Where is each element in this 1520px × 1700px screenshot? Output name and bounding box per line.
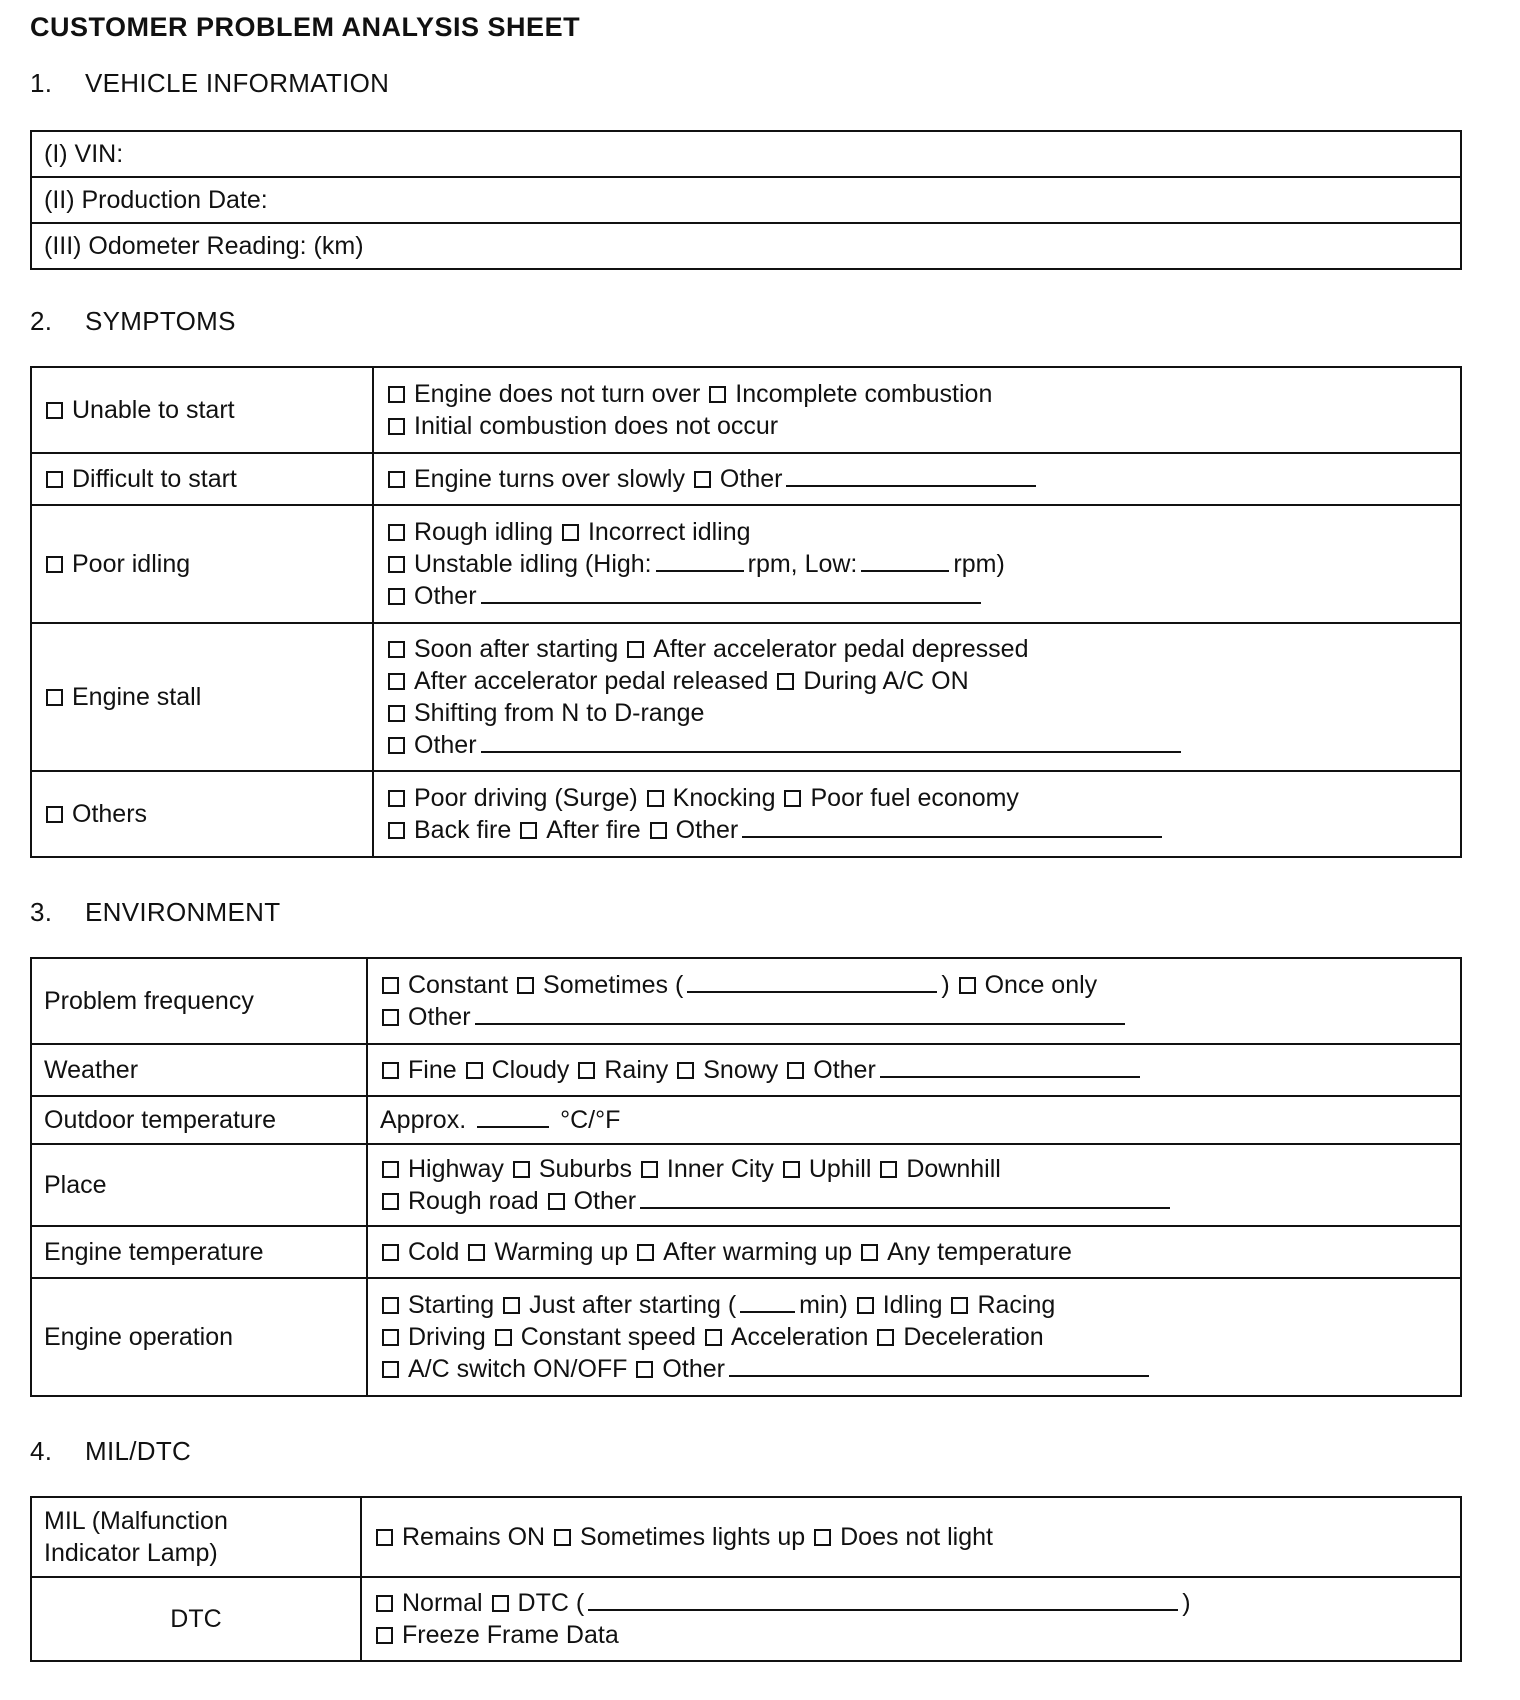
- blank-line[interactable]: [742, 814, 1162, 838]
- checkbox[interactable]: [468, 1244, 485, 1261]
- blank-line[interactable]: [588, 1587, 1178, 1611]
- checkbox[interactable]: [382, 1361, 399, 1378]
- checkbox[interactable]: [650, 822, 667, 839]
- option-label: Rainy: [604, 1056, 669, 1084]
- checkbox[interactable]: [382, 1062, 399, 1079]
- mil-dtc-table: [30, 1496, 1462, 1662]
- option-label: After accelerator pedal released: [414, 667, 769, 695]
- option-label: Uphill: [808, 1155, 872, 1183]
- option-label: Other: [414, 582, 477, 610]
- checkbox[interactable]: [951, 1297, 968, 1314]
- checkbox[interactable]: [388, 822, 405, 839]
- checkbox[interactable]: [46, 556, 63, 573]
- section-number: 3.: [30, 897, 53, 927]
- symptom-options: [373, 623, 1461, 771]
- checkbox[interactable]: [46, 402, 63, 419]
- option-label: Constant speed: [520, 1323, 696, 1351]
- checkbox[interactable]: [388, 556, 405, 573]
- checkbox[interactable]: [495, 1329, 512, 1346]
- section-heading: SYMPTOMS: [85, 306, 236, 336]
- section-mil-dtc: [30, 1436, 191, 1467]
- option-label: Just after starting (: [529, 1291, 737, 1319]
- checkbox[interactable]: [694, 471, 711, 488]
- option-label: After warming up: [663, 1238, 853, 1266]
- checkbox[interactable]: [647, 790, 664, 807]
- checkbox[interactable]: [388, 418, 405, 435]
- option-label: During A/C ON: [803, 667, 969, 695]
- blank-line[interactable]: [786, 463, 1036, 487]
- env-weather: [31, 1044, 367, 1096]
- row-label: Engine temperature: [44, 1238, 264, 1266]
- env-problem-frequency: [31, 958, 367, 1044]
- option-label: Starting: [408, 1291, 495, 1319]
- row-label: Outdoor temperature: [44, 1106, 277, 1134]
- mil-label-cell: [31, 1497, 361, 1577]
- option-label: Other: [813, 1056, 876, 1084]
- checkbox[interactable]: [814, 1529, 831, 1546]
- checkbox[interactable]: [466, 1062, 483, 1079]
- checkbox[interactable]: [46, 806, 63, 823]
- env-options: [367, 1044, 1461, 1096]
- checkbox[interactable]: [388, 386, 405, 403]
- checkbox[interactable]: [492, 1595, 509, 1612]
- option-label: Does not light: [840, 1523, 993, 1551]
- section-number: 2.: [30, 306, 53, 336]
- blank-line[interactable]: [729, 1353, 1149, 1377]
- option-label: Cold: [408, 1238, 460, 1266]
- symptom-poor-idling: [31, 505, 373, 623]
- option-label: Highway: [408, 1155, 504, 1183]
- checkbox[interactable]: [636, 1361, 653, 1378]
- checkbox[interactable]: [388, 673, 405, 690]
- checkbox[interactable]: [787, 1062, 804, 1079]
- vehicle-info-table: [30, 130, 1462, 270]
- option-label: Other: [662, 1355, 725, 1383]
- checkbox[interactable]: [503, 1297, 520, 1314]
- symptom-label: Difficult to start: [72, 465, 237, 493]
- option-label: Sometimes lights up: [580, 1523, 806, 1551]
- checkbox[interactable]: [382, 1244, 399, 1261]
- env-options: [367, 1226, 1461, 1278]
- blank-line[interactable]: [880, 1054, 1140, 1078]
- option-label: °C/°F: [560, 1106, 621, 1134]
- symptoms-table: [30, 366, 1462, 858]
- symptom-label: Others: [72, 800, 148, 828]
- option-label: Other: [573, 1187, 637, 1215]
- option-label: Cloudy: [491, 1056, 570, 1084]
- checkbox[interactable]: [382, 1329, 399, 1346]
- option-label: Acceleration: [730, 1323, 869, 1351]
- checkbox[interactable]: [388, 471, 405, 488]
- option-label: rpm): [953, 550, 1005, 578]
- option-label: Rough idling: [414, 518, 553, 546]
- checkbox[interactable]: [382, 1297, 399, 1314]
- symptom-options: [373, 453, 1461, 505]
- checkbox[interactable]: [376, 1595, 393, 1612]
- symptom-difficult-to-start: [31, 453, 373, 505]
- env-engine-temperature: [31, 1226, 367, 1278]
- option-label: Idling: [882, 1291, 943, 1319]
- checkbox[interactable]: [382, 1161, 399, 1178]
- checkbox[interactable]: [709, 386, 726, 403]
- checkbox[interactable]: [784, 790, 801, 807]
- symptom-label: Unable to start: [72, 396, 235, 424]
- option-label: Knocking: [672, 784, 776, 812]
- option-label: Suburbs: [538, 1155, 632, 1183]
- option-label: Rough road: [408, 1187, 539, 1215]
- vin-field[interactable]: [31, 131, 1461, 177]
- option-label: Any temperature: [887, 1238, 1072, 1266]
- checkbox[interactable]: [627, 641, 644, 658]
- env-options: [367, 1144, 1461, 1226]
- checkbox[interactable]: [554, 1529, 571, 1546]
- option-label: A/C switch ON/OFF: [408, 1355, 628, 1383]
- blank-line[interactable]: [861, 548, 949, 572]
- checkbox[interactable]: [376, 1529, 393, 1546]
- option-label: Remains ON: [402, 1523, 546, 1551]
- option-label: min): [799, 1291, 848, 1319]
- checkbox[interactable]: [388, 790, 405, 807]
- env-place: [31, 1144, 367, 1226]
- option-label: Poor driving (Surge): [414, 784, 638, 812]
- option-label: Driving: [408, 1323, 486, 1351]
- option-label: Inner City: [666, 1155, 774, 1183]
- env-options: [367, 1278, 1461, 1396]
- env-outdoor-temperature: [31, 1096, 367, 1144]
- option-label: Warming up: [494, 1238, 629, 1266]
- checkbox[interactable]: [376, 1627, 393, 1644]
- odometer-label: (III) Odometer Reading: (km): [44, 232, 364, 260]
- option-label: Constant: [408, 971, 509, 999]
- checkbox[interactable]: [777, 673, 794, 690]
- checkbox[interactable]: [677, 1062, 694, 1079]
- option-label: Poor fuel economy: [810, 784, 1019, 812]
- blank-line[interactable]: [481, 580, 981, 604]
- production-date-label: (II) Production Date:: [44, 186, 268, 214]
- option-label: Once only: [984, 971, 1098, 999]
- env-engine-operation: [31, 1278, 367, 1396]
- option-label: Back fire: [414, 816, 512, 844]
- production-date-field[interactable]: [31, 177, 1461, 223]
- dtc-label-cell: [31, 1577, 361, 1661]
- option-label: Unstable idling (High:: [414, 550, 652, 578]
- option-label: Sometimes (: [543, 971, 684, 999]
- row-label: MIL (Malfunction: [44, 1507, 228, 1535]
- mil-options: [361, 1497, 1461, 1577]
- option-label: After accelerator pedal depressed: [653, 635, 1029, 663]
- option-label: Other: [675, 816, 739, 844]
- checkbox[interactable]: [880, 1161, 897, 1178]
- checkbox[interactable]: [959, 977, 976, 994]
- checkbox[interactable]: [382, 1009, 399, 1026]
- odometer-field[interactable]: [31, 223, 1461, 269]
- checkbox[interactable]: [46, 471, 63, 488]
- checkbox[interactable]: [388, 524, 405, 541]
- section-number: 4.: [30, 1436, 53, 1466]
- option-label: Deceleration: [903, 1323, 1044, 1351]
- option-label: Approx.: [380, 1106, 467, 1134]
- checkbox[interactable]: [382, 1193, 399, 1210]
- option-label: DTC (: [517, 1589, 585, 1617]
- option-label: After fire: [546, 816, 641, 844]
- option-label: Fine: [408, 1056, 457, 1084]
- option-label: Incomplete combustion: [735, 380, 993, 408]
- checkbox[interactable]: [517, 977, 534, 994]
- checkbox[interactable]: [562, 524, 579, 541]
- blank-line[interactable]: [640, 1185, 1170, 1209]
- checkbox[interactable]: [637, 1244, 654, 1261]
- row-label: DTC: [170, 1605, 222, 1633]
- checkbox[interactable]: [578, 1062, 595, 1079]
- option-label: Initial combustion does not occur: [414, 412, 779, 440]
- env-options: [367, 958, 1461, 1044]
- dtc-options: [361, 1577, 1461, 1661]
- section-number: 1.: [30, 68, 53, 98]
- row-label: Place: [44, 1171, 107, 1199]
- checkbox[interactable]: [382, 977, 399, 994]
- checkbox[interactable]: [857, 1297, 874, 1314]
- option-label: Other: [408, 1003, 471, 1031]
- option-label: Shifting from N to D-range: [414, 699, 705, 727]
- option-label: Normal: [402, 1589, 483, 1617]
- checkbox[interactable]: [46, 689, 63, 706]
- option-label: ): [1182, 1589, 1191, 1617]
- symptom-options: [373, 505, 1461, 623]
- option-label: ): [941, 971, 950, 999]
- sheet-title: CUSTOMER PROBLEM ANALYSIS SHEET: [30, 12, 581, 42]
- checkbox[interactable]: [388, 705, 405, 722]
- blank-line[interactable]: [477, 1104, 549, 1128]
- blank-line[interactable]: [481, 729, 1181, 753]
- checkbox[interactable]: [513, 1161, 530, 1178]
- option-label: Incorrect idling: [587, 518, 751, 546]
- checkbox[interactable]: [641, 1161, 658, 1178]
- option-label: rpm, Low:: [747, 550, 858, 578]
- blank-line[interactable]: [740, 1289, 795, 1313]
- row-label: Problem frequency: [44, 987, 254, 1015]
- option-label: Engine turns over slowly: [414, 465, 685, 493]
- checkbox[interactable]: [388, 737, 405, 754]
- option-label: Other: [719, 465, 783, 493]
- section-symptoms: [30, 306, 236, 337]
- section-heading: VEHICLE INFORMATION: [85, 68, 390, 98]
- env-options: [367, 1096, 1461, 1144]
- symptom-options: [373, 771, 1461, 857]
- checkbox[interactable]: [877, 1329, 894, 1346]
- row-label: Indicator Lamp): [44, 1539, 218, 1567]
- checkbox[interactable]: [783, 1161, 800, 1178]
- blank-line[interactable]: [687, 969, 937, 993]
- option-label: Snowy: [703, 1056, 779, 1084]
- symptom-label: Poor idling: [72, 550, 191, 578]
- blank-line[interactable]: [656, 548, 744, 572]
- checkbox[interactable]: [861, 1244, 878, 1261]
- option-label: Racing: [977, 1291, 1056, 1319]
- option-label: Other: [414, 731, 477, 759]
- checkbox[interactable]: [388, 588, 405, 605]
- section-heading: ENVIRONMENT: [85, 897, 281, 927]
- section-environment: [30, 897, 280, 928]
- checkbox[interactable]: [520, 822, 537, 839]
- symptom-others: [31, 771, 373, 857]
- checkbox[interactable]: [548, 1193, 565, 1210]
- symptom-unable-to-start: [31, 367, 373, 453]
- option-label: Engine does not turn over: [414, 380, 701, 408]
- row-label: Engine operation: [44, 1323, 234, 1351]
- row-label: Weather: [44, 1056, 139, 1084]
- option-label: Downhill: [906, 1155, 1001, 1183]
- blank-line[interactable]: [475, 1001, 1125, 1025]
- environment-table: [30, 957, 1462, 1397]
- option-label: Soon after starting: [414, 635, 619, 663]
- section-vehicle-information: [30, 68, 389, 99]
- option-label: Freeze Frame Data: [402, 1621, 619, 1649]
- symptom-options: [373, 367, 1461, 453]
- section-heading: MIL/DTC: [85, 1436, 192, 1466]
- symptom-label: Engine stall: [72, 683, 202, 711]
- checkbox[interactable]: [388, 641, 405, 658]
- vin-label: (I) VIN:: [44, 140, 124, 168]
- symptom-engine-stall: [31, 623, 373, 771]
- checkbox[interactable]: [705, 1329, 722, 1346]
